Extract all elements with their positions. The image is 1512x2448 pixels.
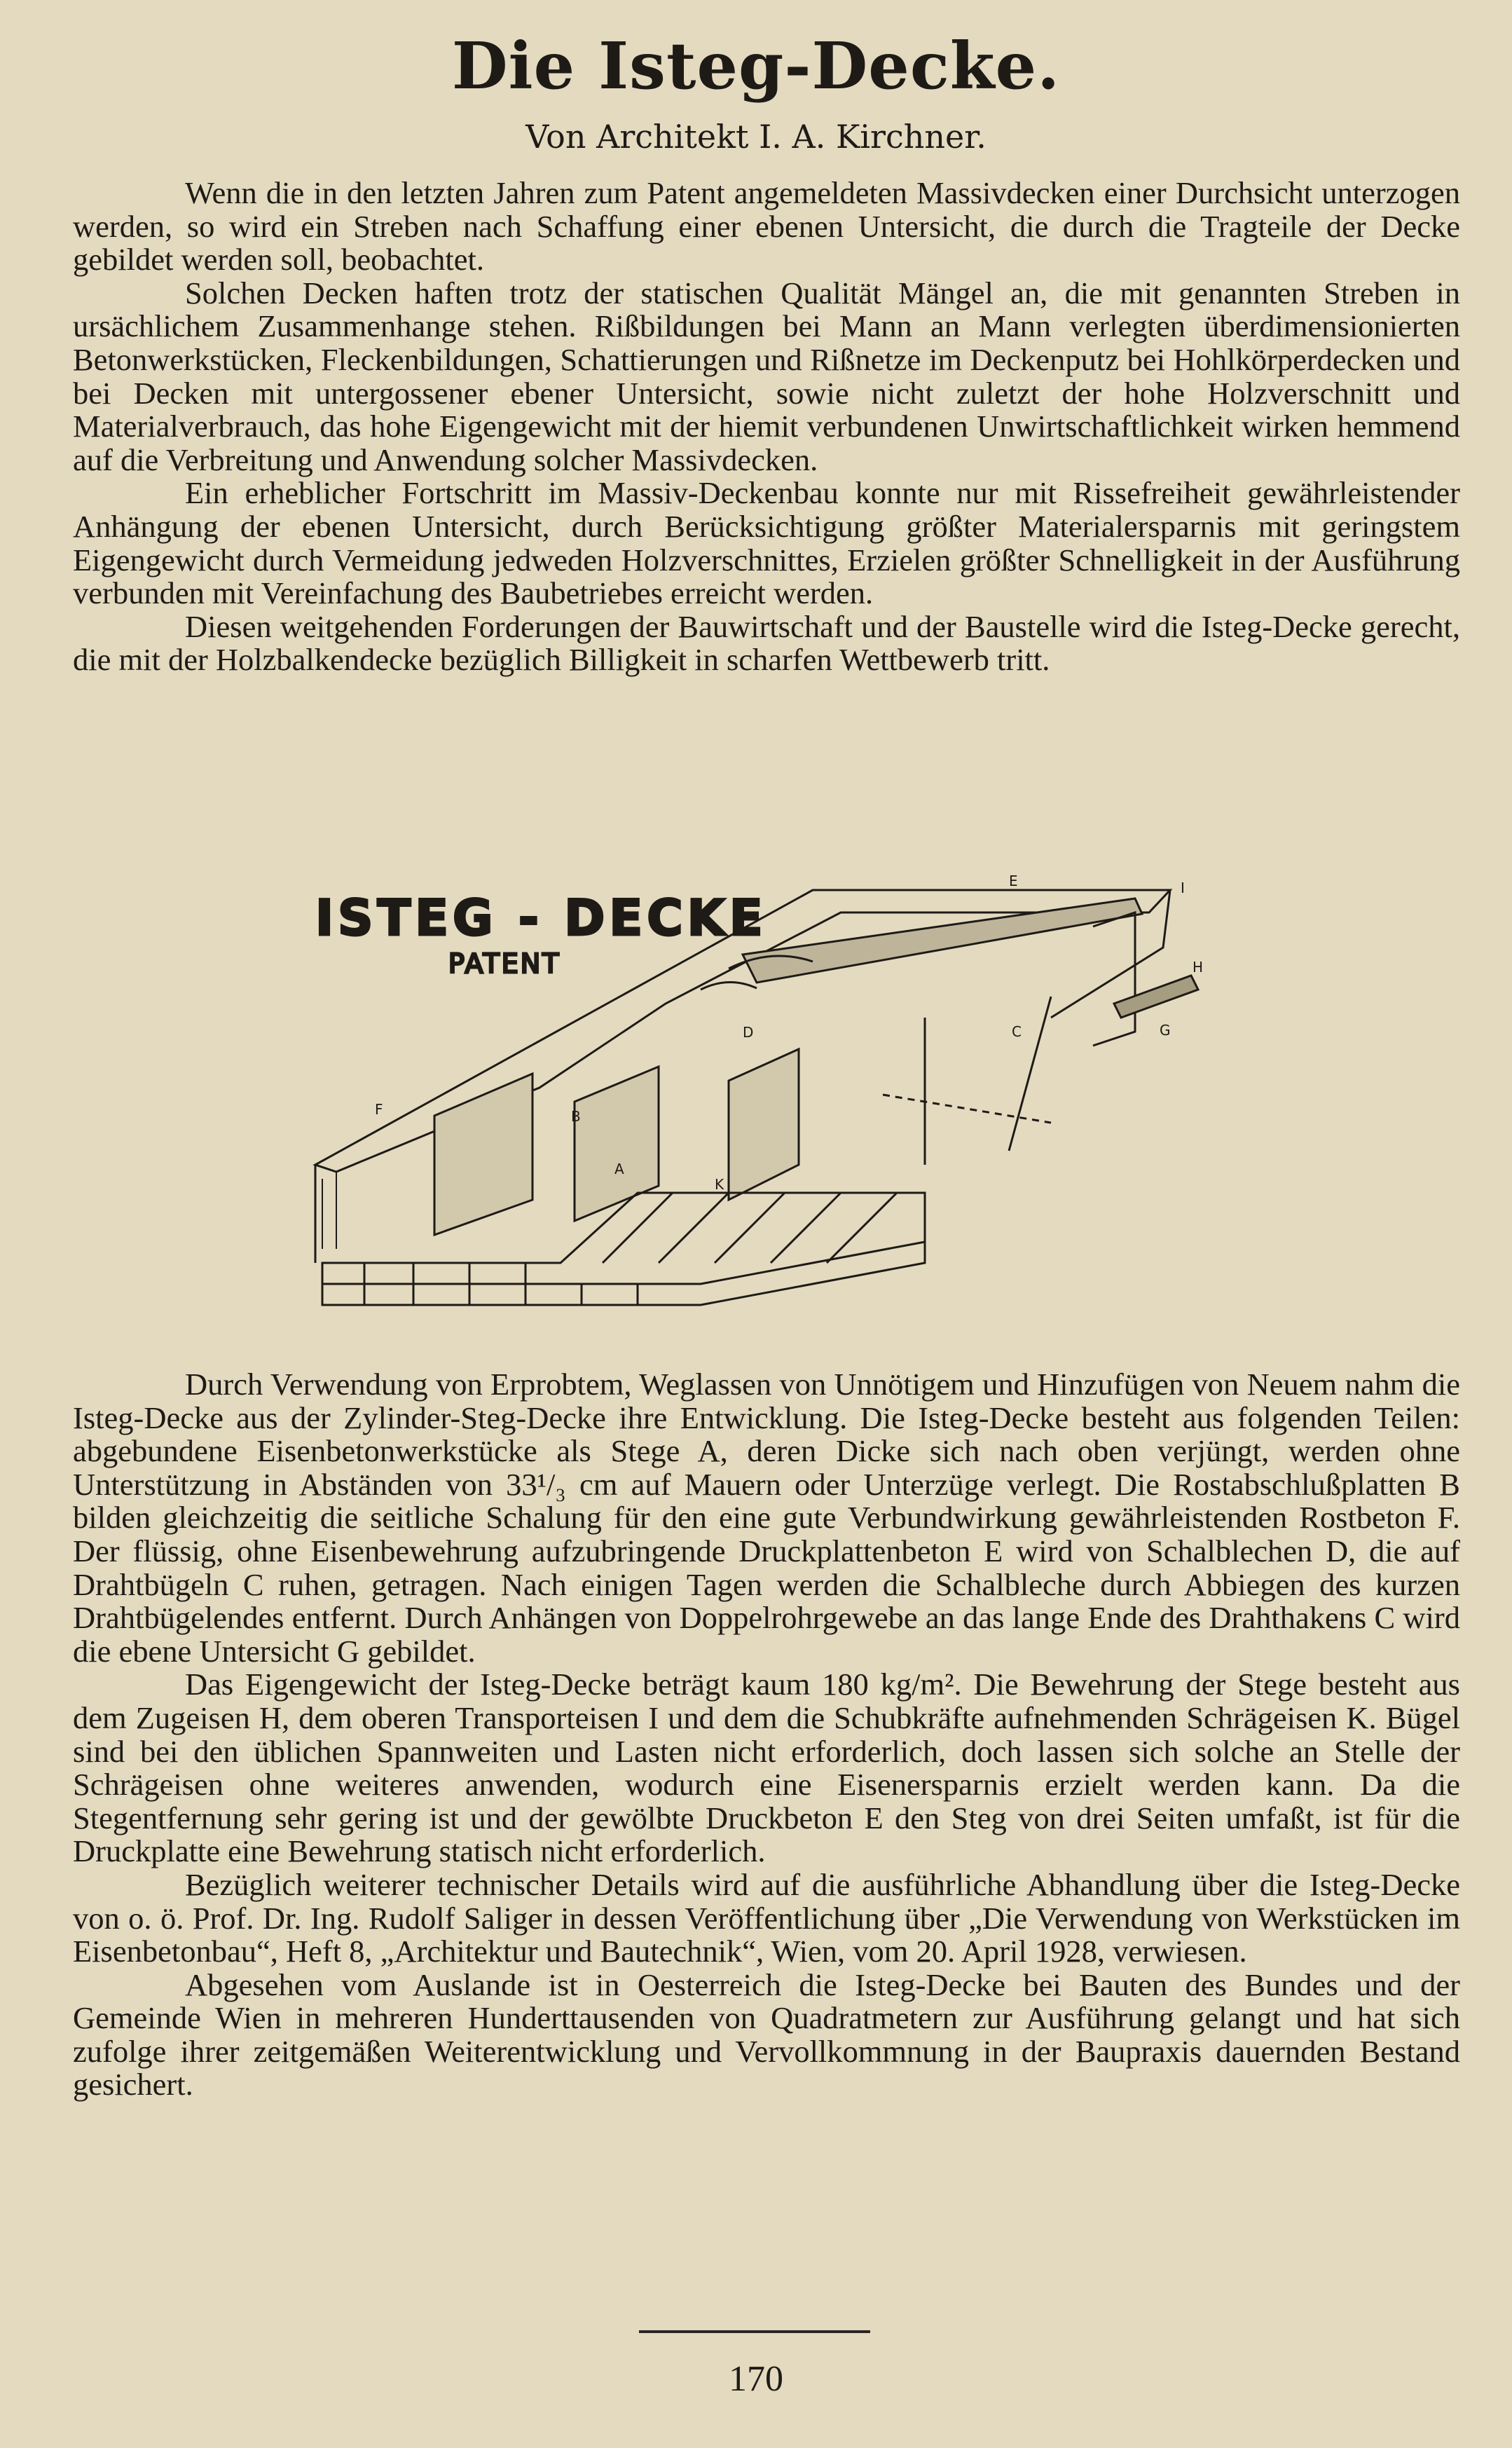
label-i: I (1181, 880, 1185, 896)
paragraph: Bezüglich weiterer technischer Details wird auf die ausführliche Abhandlung über die Isteg-Decke von o. ö. Prof. Dr. Ing. Rudolf Saliger in dessen Veröffentlichung über „Die Verwendung von Werkstücken im Eisenbetonbau“, Heft 8, „Architektur und Bautechnik“, Wien, vom 20. April 1928, verwiesen. (73, 1866, 1460, 1969)
paragraph: Durch Verwendung von Erprobtem, Weglassen von Unnötigem und Hinzufügen von Neuem nahm die Isteg-Decke aus der Zylinder-Steg-Decke ihre Entwicklung. Die Isteg-Decke besteht aus folgenden Teilen: abgebundene Eisenbetonwerkstücke als Stege A, deren Dicke sich nach oben verjüngt, werden ohne Unterstützung in Abständen von 33¹/₃ cm auf Mauern oder Unterzüge verlegt. Die Rostabschlußplatten B bilden gleichzeitig die seitliche Schalung für den eine gute Verbundwirkung gewährleistenden Rostbeton F. Der flüssig, ohne Eisenbewehrung aufzubringende Druckplattenbeton E wird von Schalblechen D, die auf Drahtbügeln C ruhen, getragen. Nach einigen Tagen werden die Schalbleche durch Abbiegen des kurzen Drahtbügelendes entfernt. Durch Anhängen von Doppelrohrgewebe an das lange Ende des Drahthakens C wird die ebene Untersicht G gebildet. (73, 1367, 1460, 1669)
figure-subtitle: PATENT (448, 948, 561, 979)
hatch-lines (322, 1172, 336, 1249)
page-number: 170 (729, 2359, 783, 2399)
steg-web (434, 1074, 532, 1235)
steg-web (729, 1049, 799, 1200)
label-h: H (1193, 959, 1204, 976)
isteg-decke-figure (308, 870, 1233, 1347)
article-byline: Von Architekt I. A. Kirchner. (525, 118, 987, 156)
dashed-line (883, 1095, 1051, 1123)
text-block-top (73, 177, 1460, 677)
steg-web (575, 1067, 659, 1221)
footer-rule (639, 2330, 870, 2333)
label-k: K (715, 1176, 724, 1193)
paragraph: Diesen weitgehenden Forderungen der Bauwirtschaft und der Baustelle wird die Isteg-Decke gerecht, die mit der Holzbalkendecke bezüglich Billigkeit in scharfen Wettbewerb tritt. (73, 608, 1460, 678)
paragraph: Das Eigengewicht der Isteg-Decke beträgt kaum 180 kg/m². Die Bewehrung der Stege besteht aus dem Zugeisen H, dem oberen Transporteisen I und dem die Schubkräfte aufnehmenden Schrägeisen K. Bügel sind bei den üblichen Spannweiten und Lasten nicht erforderlich, doch lassen sich solche an Stelle der Schrägeisen ohne weiteres anwenden, wodurch eine Eisenersparnis erzielt werden kann. Da die Stegentfernung sehr gering ist und der gewölbte Druckbeton E den Steg von drei Seiten umfaßt, ist für die Druckplatte eine Bewehrung statisch nicht erforderlich. (73, 1667, 1460, 1869)
label-g: G (1160, 1022, 1171, 1039)
vault-hatch (743, 898, 1142, 983)
text-block-bottom (73, 1368, 1460, 2102)
isteg-decke-drawing (308, 870, 1233, 1347)
paragraph: Wenn die in den letzten Jahren zum Patent angemeldeten Massivdecken einer Durchsicht unterzogen werden, so wird ein Streben nach Schaffung einer ebenen Untersicht, die durch die Tragteile der Decke gebildet werden soll, beobachtet. (73, 175, 1460, 278)
label-b: B (571, 1108, 581, 1125)
paragraph: Solchen Decken haften trotz der statischen Qualität Mängel an, die mit genannten Streben in ursächlichem Zusammenhange stehen. Rißbildungen bei Mann an Mann verlegten überdimensionierten Betonwerkstücken, Fleckenbildungen, Schattierungen und Rißnetze im Deckenputz bei Hohlkörperdecken und bei Decken mit untergossener ebener Untersicht, sowie nicht zuletzt der hohe Holzverschnitt und Materialverbrauch, das hohe Eigengewicht mit der hiemit verbundenen Unwirtschaftlichkeit wirken hemmend auf die Verbreitung und Anwendung solcher Massivdecken. (73, 275, 1460, 477)
figure-title: ISTEG - DECKE (315, 889, 767, 947)
hanger-wire (1009, 997, 1051, 1151)
brick-joints (603, 1193, 897, 1263)
paragraph: Ein erheblicher Fortschritt im Massiv-Deckenbau konnte nur mit Rissefreiheit gewährleistender Anhängung der ebenen Untersicht, durch Berücksichtigung größter Materialersparnis mit geringstem Eigengewicht durch Vermeidung jedweden Holzverschnittes, Erzielen größter Schnelligkeit in der Ausführung verbunden mit Vereinfachung des Baubetriebes erreicht werden. (73, 475, 1460, 611)
ledge (1114, 976, 1198, 1018)
label-c: C (1012, 1023, 1022, 1040)
paragraph: Abgesehen vom Auslande ist in Oesterreich die Isteg-Decke bei Bauten des Bundes und der Gemeinde Wien in mehreren Hunderttausenden von Quadratmetern zur Ausführung gelangt und hat sich zufolge ihrer zeitgemäßen Weiterentwicklung und Vervollkommnung in der Baupraxis dauernden Bestand gesichert. (73, 1967, 1460, 2102)
label-e: E (1009, 873, 1018, 889)
label-d: D (743, 1024, 754, 1041)
label-f: F (375, 1101, 383, 1118)
article-title: Die Isteg-Decke. (451, 28, 1061, 104)
vault-arch (701, 982, 757, 990)
label-a: A (614, 1161, 624, 1177)
